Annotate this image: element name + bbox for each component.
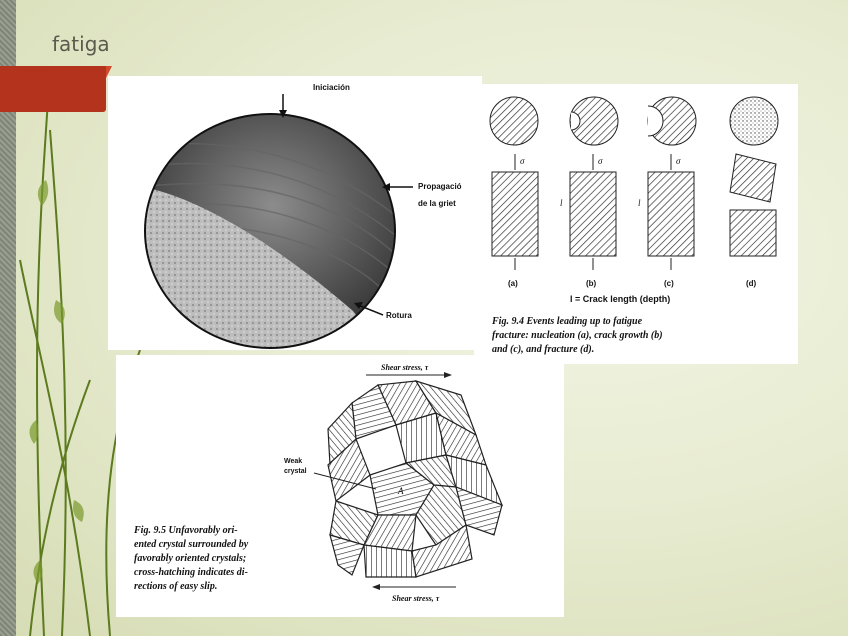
- label-propagacion-2: de la griet: [418, 199, 456, 208]
- crystal-mark-a: A: [398, 486, 404, 496]
- cross-section-d: [730, 97, 778, 145]
- sigma-b: σ: [598, 156, 603, 166]
- weak-label-1: Weak: [284, 458, 303, 465]
- slide-title: fatiga: [52, 32, 110, 56]
- fig95-caption-line-2: ented crystal surrounded by: [134, 539, 249, 550]
- fig95-caption-line-4: cross-hatching indicates di-: [134, 567, 248, 578]
- label-rotura: Rotura: [386, 311, 412, 320]
- crystal-orientation-diagram: [116, 355, 564, 617]
- cross-section-a: [490, 97, 538, 145]
- weak-label-2: crystal: [284, 468, 307, 475]
- panel-label-d: (d): [746, 279, 757, 288]
- specimen-d-bottom: [730, 210, 776, 256]
- specimen-c: [648, 172, 694, 256]
- fig95-caption-line-1: Fig. 9.5 Unfavorably ori-: [134, 525, 238, 536]
- sigma-c: σ: [676, 156, 681, 166]
- panel-label-c: (c): [664, 279, 674, 288]
- caption-line-2: fracture: nucleation (a), crack growth (b): [492, 330, 663, 341]
- specimen-b: [570, 172, 616, 256]
- l-label-b: l: [560, 198, 563, 208]
- shear-stress-bottom: Shear stress, τ: [392, 594, 440, 603]
- sigma-a: σ: [520, 156, 525, 166]
- fatigue-events-diagram: [474, 84, 798, 364]
- specimen-a: [492, 172, 538, 256]
- panel-label-b: (b): [586, 279, 597, 288]
- shear-stress-top: Shear stress, τ: [381, 363, 429, 372]
- label-propagacion-1: Propagació: [418, 182, 462, 191]
- title-accent-bar: [0, 66, 106, 112]
- label-iniciacion: Iniciación: [313, 83, 350, 92]
- crack-length-legend: l = Crack length (depth): [570, 294, 671, 304]
- crystal-grains: [328, 381, 502, 577]
- caption-line-1: Fig. 9.4 Events leading up to fatigue: [492, 316, 643, 327]
- fracture-surface-image: [108, 76, 482, 350]
- panel-label-a: (a): [508, 279, 518, 288]
- specimen-d-top: [730, 154, 776, 202]
- l-label-c: l: [638, 198, 641, 208]
- fig95-caption-line-5: rections of easy slip.: [134, 581, 218, 592]
- caption-line-3: and (c), and fracture (d).: [492, 344, 595, 355]
- fig95-caption-line-3: favorably oriented crystals;: [134, 553, 247, 564]
